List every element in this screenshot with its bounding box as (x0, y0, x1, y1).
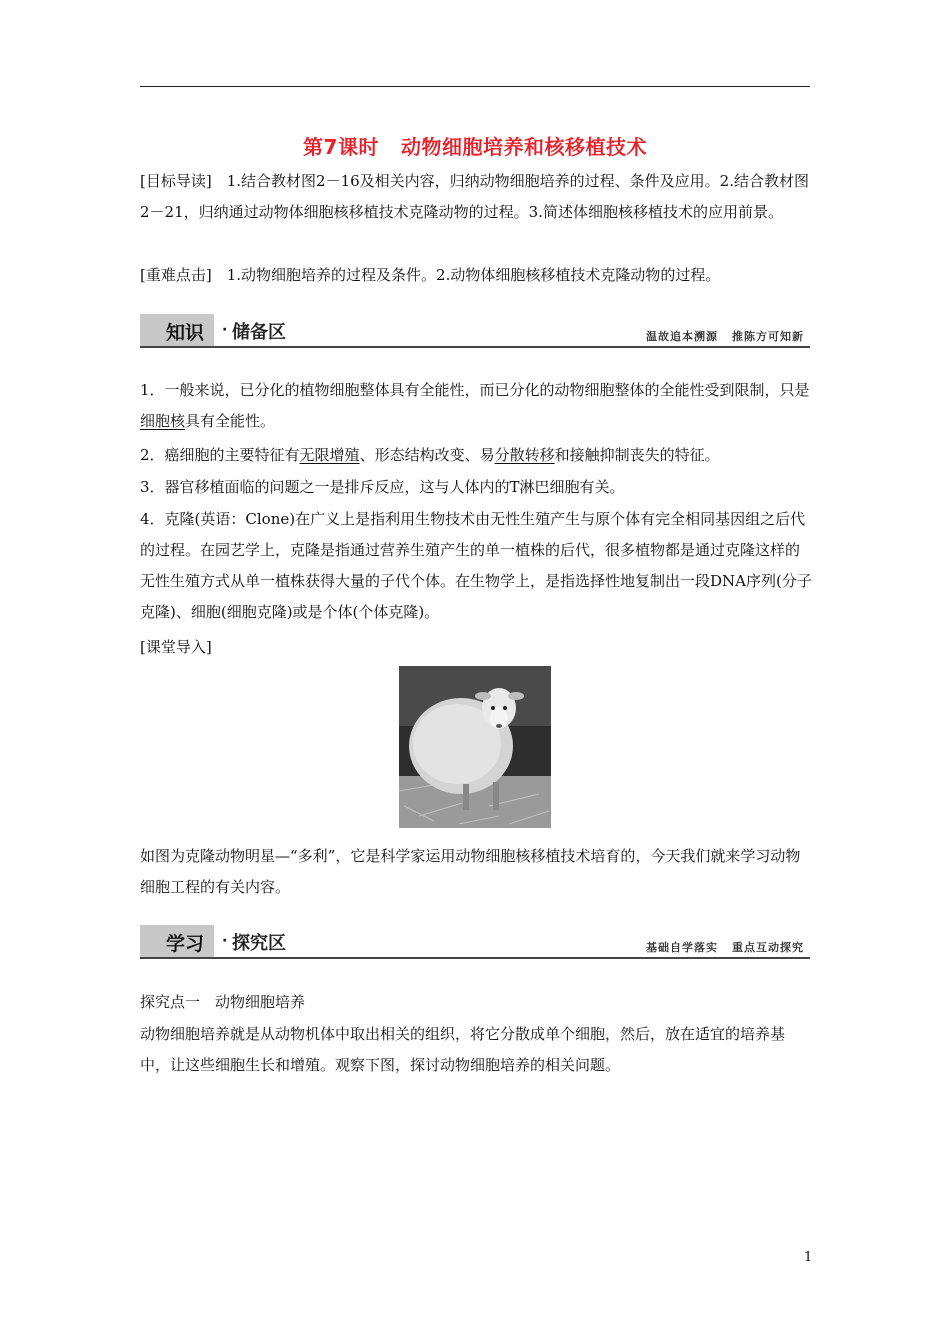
goals-text: 1.结合教材图2－16及相关内容，归纳动物细胞培养的过程、条件及应用。2.结合教材图2－21，归纳通过动物体细胞核移植技术克隆动物的过程。3.简述体细胞核移植技术的应用前景。 (140, 172, 809, 221)
banner-rule (140, 346, 810, 348)
slogan-right: 推陈方可知新 (732, 330, 804, 343)
slogan-left: 基础自学落实 (646, 941, 718, 954)
keypoints-paragraph (140, 260, 812, 291)
intro-label (140, 632, 812, 663)
section-knowledge-banner (140, 314, 810, 348)
intro-caption (140, 841, 812, 903)
item2-text: 2．癌细胞的主要特征有 (140, 446, 300, 464)
page-number: 1 (804, 1250, 813, 1265)
explore-paragraph (140, 1019, 812, 1081)
banner-dot: · (222, 933, 228, 949)
knowledge-item-3 (140, 472, 812, 503)
page-title (140, 131, 810, 160)
knowledge-item-2 (140, 440, 812, 471)
keypoints-label: [重难点击] (140, 266, 212, 284)
explore-text: 动物细胞培养就是从动物机体中取出相关的组织，将它分散成单个细胞，然后，放在适宜的培养基中，让这些细胞生长和增殖。观察下图，探讨动物细胞培养的相关问题。 (140, 1025, 786, 1074)
explore-heading-text: 探究点一 动物细胞培养 (140, 993, 306, 1011)
knowledge-item-4 (140, 504, 812, 628)
banner-sub-text: 储备区 (232, 322, 286, 343)
goals-label: [目标导读] (140, 172, 212, 190)
knowledge-item-1 (140, 375, 812, 437)
lesson-title: 动物细胞培养和核移植技术 (400, 135, 647, 159)
banner-main-text: 知识 (166, 322, 205, 344)
banner-dot: · (222, 322, 228, 338)
item1-underlined: 细胞核 (140, 412, 186, 430)
intro-caption-text: 如图为克隆动物明星—“多利”，它是科学家运用动物细胞核移植技术培育的，今天我们就来学习动物细胞工程的有关内容。 (140, 847, 801, 896)
slogan-left: 温故追本溯源 (646, 330, 718, 343)
banner-sub-text: 探究区 (232, 933, 286, 954)
explore-heading (140, 987, 812, 1018)
item3-text: 3．器官移植面临的问题之一是排斥反应，这与人体内的T淋巴细胞有关。 (140, 478, 625, 496)
section-learning-banner (140, 925, 810, 959)
intro-label-text: [课堂导入] (140, 638, 212, 656)
item2-mid: 、形态结构改变、易 (359, 446, 495, 464)
goals-paragraph (140, 166, 812, 228)
item2-underlined-1: 无限增殖 (299, 446, 360, 464)
lesson-number: 第7课时 (303, 135, 379, 159)
header-rule (140, 86, 810, 87)
item4-text: 4．克隆(英语：Clone)在广义上是指利用生物技术由无性生殖产生与原个体有完全相同基因组之后代的过程。在园艺学上，克隆是指通过营养生殖产生的单一植株的后代，很多植物都是通过克隆这样的无性生殖方式从单一植株获得大量的子代个体。在生物学上，是指选择性地复制出一段DNA序列(分子克隆)、细胞(细胞克隆)或是个体(个体克隆)。 (140, 510, 812, 621)
item1-tail: 具有全能性。 (185, 412, 276, 430)
banner-main-text: 学习 (166, 933, 205, 955)
banner-rule (140, 957, 810, 959)
keypoints-text: 1.动物细胞培养的过程及条件。2.动物体细胞核移植技术克隆动物的过程。 (211, 266, 721, 284)
item2-tail: 和接触抑制丧失的特征。 (554, 446, 720, 464)
banner-slogan (646, 328, 804, 344)
dolly-sheep-photo (399, 666, 551, 828)
item1-text: 1．一般来说，已分化的植物细胞整体具有全能性，而已分化的动物细胞整体的全能性受到限制，只是 (140, 381, 810, 399)
banner-slogan (646, 939, 804, 955)
slogan-right: 重点互动探究 (732, 941, 804, 954)
item2-underlined-2: 分散转移 (494, 446, 555, 464)
